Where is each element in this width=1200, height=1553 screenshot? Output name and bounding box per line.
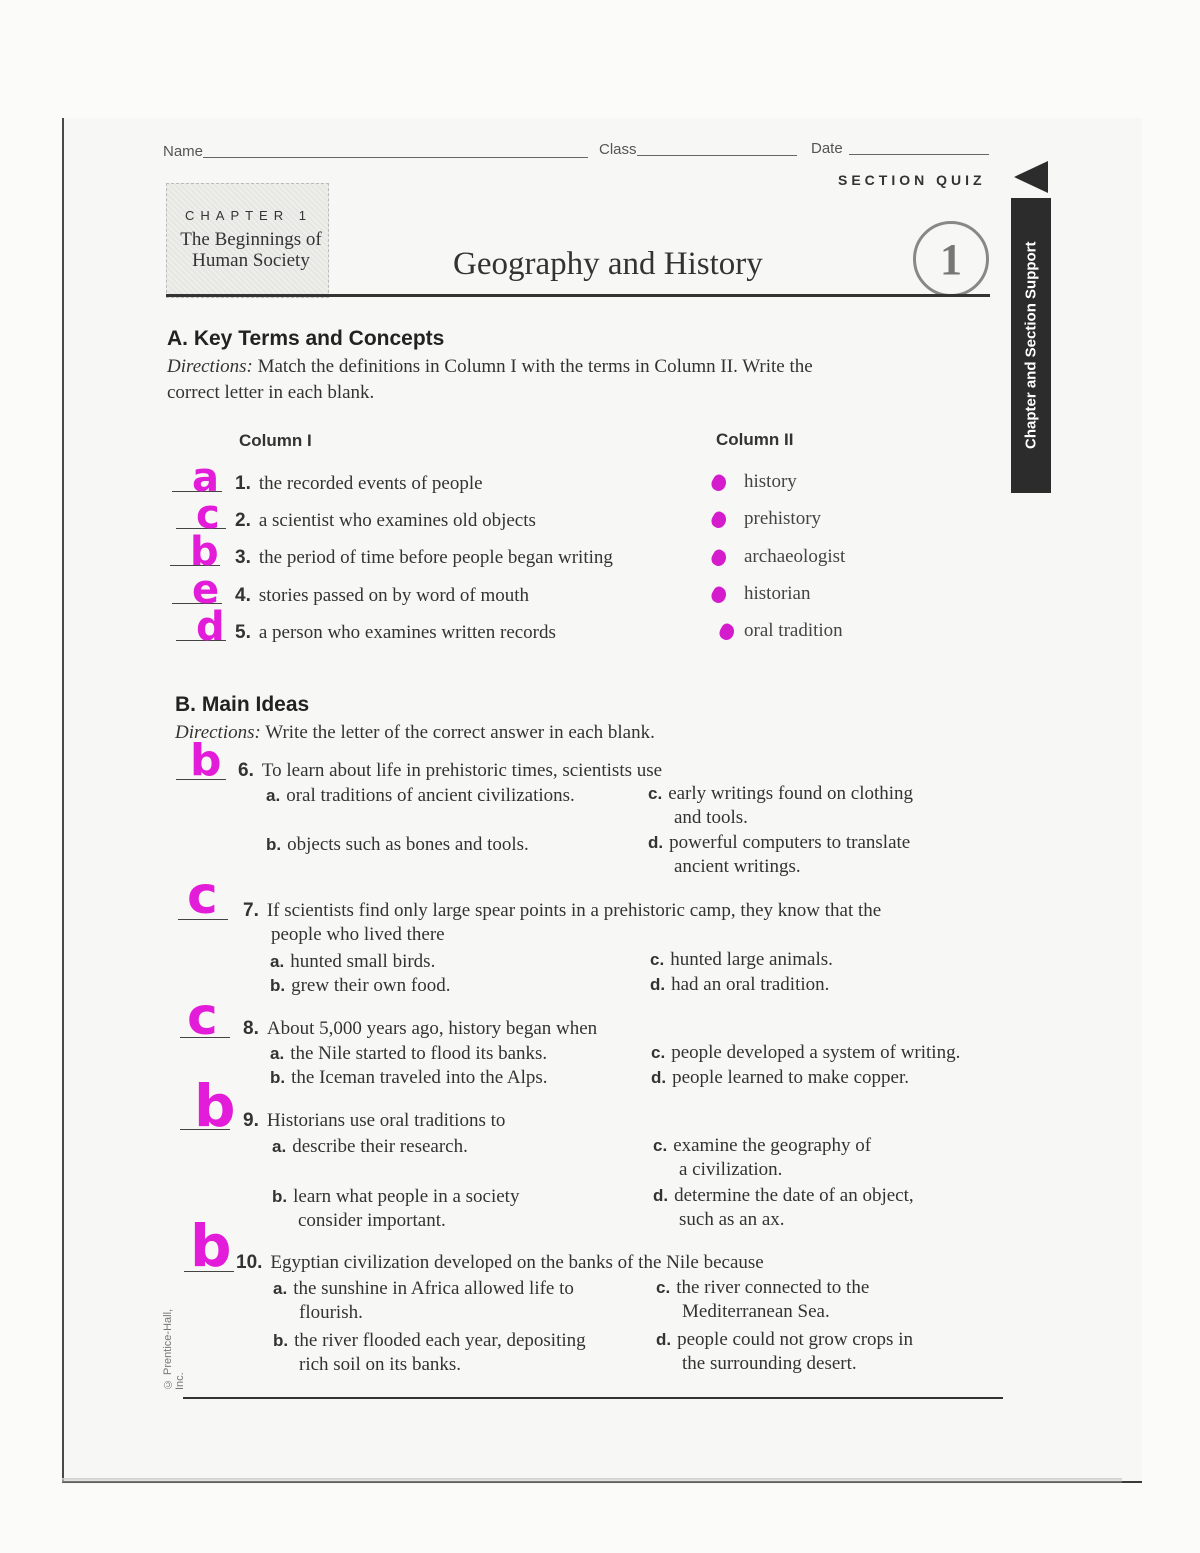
option-text: and tools. xyxy=(674,807,748,828)
answer-option-c xyxy=(653,1134,871,1182)
chapter-title: The Beginnings of Human Society xyxy=(180,229,322,271)
term-item: oral tradition xyxy=(744,620,843,641)
handwritten-answer: c xyxy=(196,492,220,538)
option-letter: d. xyxy=(650,975,666,994)
answer-option-b xyxy=(270,974,450,998)
option-letter: b. xyxy=(266,835,282,854)
option-text: d. people could not grow crops in xyxy=(656,1329,913,1350)
option-letter: d. xyxy=(656,1330,672,1349)
option-text: a. hunted small birds. xyxy=(270,951,436,972)
option-text: d. had an oral tradition. xyxy=(650,974,830,995)
option-text: b. the Iceman traveled into the Alps. xyxy=(270,1067,548,1088)
tab-arrow-icon xyxy=(1014,161,1048,193)
chapter-word: CHAPTER 1 xyxy=(185,208,312,223)
item-number: 5. xyxy=(235,622,251,643)
option-letter: b. xyxy=(270,976,286,995)
answer-option-c xyxy=(650,948,833,972)
option-text: b. the river flooded each year, depositing xyxy=(273,1330,586,1351)
handwritten-answer: e xyxy=(192,567,220,613)
section-a-directions: Directions: Match the definitions in Column I with the terms in Column II. Write the correct letter in each blank. xyxy=(167,356,813,403)
answer-option-b xyxy=(273,1329,586,1377)
column-2-heading: Column II xyxy=(716,430,794,449)
handwritten-answer: b xyxy=(190,735,222,786)
item-number: 2. xyxy=(235,510,251,531)
option-text: Mediterranean Sea. xyxy=(682,1301,830,1322)
answer-option-a xyxy=(266,784,575,808)
option-text: a. describe their research. xyxy=(272,1136,468,1157)
handwritten-answer: c xyxy=(187,866,218,926)
option-text: a. the Nile started to flood its banks. xyxy=(270,1043,548,1064)
side-tab: Chapter and Section Support xyxy=(1011,198,1051,493)
name-field[interactable] xyxy=(203,157,588,158)
answer-option-d xyxy=(656,1328,913,1376)
date-label: Date xyxy=(811,140,843,157)
definition-text: the period of time before people began writing xyxy=(258,547,613,568)
definition-text: stories passed on by word of mouth xyxy=(258,585,530,606)
option-text: consider important. xyxy=(298,1210,446,1231)
class-label: Class xyxy=(599,141,637,158)
option-letter: a. xyxy=(270,952,285,971)
definition-text: a scientist who examines old objects xyxy=(258,510,536,531)
option-text: a. oral traditions of ancient civilizations. xyxy=(266,785,575,806)
option-text: b. objects such as bones and tools. xyxy=(266,834,529,855)
page-title: Geography and History xyxy=(453,246,763,282)
answer-option-d xyxy=(653,1184,914,1232)
term-item: archaeologist xyxy=(744,546,846,567)
term-item: prehistory xyxy=(744,508,822,529)
option-text: a. the sunshine in Africa allowed life to xyxy=(273,1278,574,1299)
option-letter: a. xyxy=(272,1137,287,1156)
section-number-stamp: 1 xyxy=(913,221,989,297)
question-number: 8. xyxy=(243,1018,259,1039)
definition-text: a person who examines written records xyxy=(258,622,556,643)
item-number: 1. xyxy=(235,473,251,494)
answer-option-a xyxy=(273,1277,574,1325)
answer-option-d xyxy=(651,1066,909,1090)
stem-text: people who lived there xyxy=(271,924,445,945)
class-field[interactable] xyxy=(637,155,797,156)
option-text: c. examine the geography of xyxy=(653,1135,872,1156)
option-letter: d. xyxy=(651,1068,667,1087)
option-letter: b. xyxy=(273,1331,289,1350)
question-stem xyxy=(236,1251,764,1275)
option-text: d. powerful computers to translate xyxy=(648,832,911,853)
answer-option-b xyxy=(266,833,529,857)
option-letter: c. xyxy=(656,1278,671,1297)
handwritten-answer: b xyxy=(190,1212,232,1280)
definition-item xyxy=(235,622,556,644)
question-stem xyxy=(243,1017,597,1041)
section-a-heading: A. Key Terms and Concepts xyxy=(167,327,445,350)
option-text: c. people developed a system of writing. xyxy=(651,1042,961,1063)
column-1-heading: Column I xyxy=(239,431,312,450)
option-letter: d. xyxy=(653,1186,669,1205)
answer-option-d xyxy=(650,973,829,997)
answer-option-b xyxy=(272,1185,519,1233)
option-text: c. early writings found on clothing xyxy=(648,783,914,804)
term-item: history xyxy=(744,471,797,492)
term-item: historian xyxy=(744,583,811,604)
option-letter: c. xyxy=(651,1043,666,1062)
option-letter: a. xyxy=(273,1279,288,1298)
option-letter: b. xyxy=(272,1187,288,1206)
question-number: 10. xyxy=(236,1252,263,1273)
section-b-directions: Directions: Write the letter of the correct answer in each blank. xyxy=(175,722,655,743)
definition-item xyxy=(235,473,483,495)
answer-option-a xyxy=(270,1042,547,1066)
option-text: such as an ax. xyxy=(679,1209,785,1230)
item-number: 4. xyxy=(235,585,251,606)
answer-option-d xyxy=(648,831,910,879)
option-letter: c. xyxy=(653,1136,668,1155)
option-text: c. hunted large animals. xyxy=(650,949,833,970)
option-text: d. determine the date of an object, xyxy=(653,1185,914,1206)
answer-option-c xyxy=(648,782,913,830)
definition-item xyxy=(235,547,613,569)
definition-item xyxy=(235,510,536,532)
option-text: the surrounding desert. xyxy=(682,1353,857,1374)
answer-option-c xyxy=(651,1041,960,1065)
option-letter: c. xyxy=(650,950,665,969)
page-shadow xyxy=(62,1478,1122,1484)
stem-text: About 5,000 years ago, history began when xyxy=(266,1018,598,1039)
answer-option-a xyxy=(270,950,435,974)
option-text: b. learn what people in a society xyxy=(272,1186,520,1207)
option-text: c. the river connected to the xyxy=(656,1277,870,1298)
question-stem xyxy=(238,759,662,783)
question-number: 6. xyxy=(238,760,254,781)
handwritten-answer: d xyxy=(196,604,225,650)
question-stem xyxy=(243,899,881,947)
date-field[interactable] xyxy=(849,154,989,155)
definition-text: the recorded events of people xyxy=(258,473,483,494)
bottom-rule xyxy=(183,1397,1003,1399)
section-b-heading: B. Main Ideas xyxy=(175,693,310,716)
definition-item xyxy=(235,585,529,607)
question-number: 9. xyxy=(243,1110,259,1131)
handwritten-answer: b xyxy=(194,1072,236,1140)
handwritten-answer: a xyxy=(192,455,219,501)
section-quiz-label: SECTION QUIZ xyxy=(838,172,986,188)
stem-text: Historians use oral traditions to xyxy=(266,1110,506,1131)
item-number: 3. xyxy=(235,547,251,568)
option-letter: b. xyxy=(270,1068,286,1087)
option-letter: a. xyxy=(266,786,281,805)
answer-option-a xyxy=(272,1135,468,1159)
stem-text: If scientists find only large spear points in a prehistoric camp, they know that the xyxy=(266,900,882,921)
option-text: a civilization. xyxy=(679,1159,783,1180)
option-text: rich soil on its banks. xyxy=(299,1354,462,1375)
question-number: 7. xyxy=(243,900,259,921)
stem-text: To learn about life in prehistoric times, scientists use xyxy=(261,760,663,781)
handwritten-answer: b xyxy=(190,529,219,575)
option-text: flourish. xyxy=(299,1302,363,1323)
option-text: b. grew their own food. xyxy=(270,975,451,996)
option-text: d. people learned to make copper. xyxy=(651,1067,909,1088)
stem-text: Egyptian civilization developed on the banks of the Nile because xyxy=(270,1252,764,1273)
title-rule xyxy=(166,294,990,297)
name-label: Name xyxy=(163,143,204,160)
copyright: © Prentice-Hall, Inc. xyxy=(162,1308,186,1390)
option-text: ancient writings. xyxy=(674,856,801,877)
answer-option-c xyxy=(656,1276,869,1324)
option-letter: d. xyxy=(648,833,664,852)
handwritten-answer: c xyxy=(187,987,218,1047)
option-letter: c. xyxy=(648,784,663,803)
question-stem xyxy=(243,1109,505,1133)
answer-option-b xyxy=(270,1066,548,1090)
option-letter: a. xyxy=(270,1044,285,1063)
